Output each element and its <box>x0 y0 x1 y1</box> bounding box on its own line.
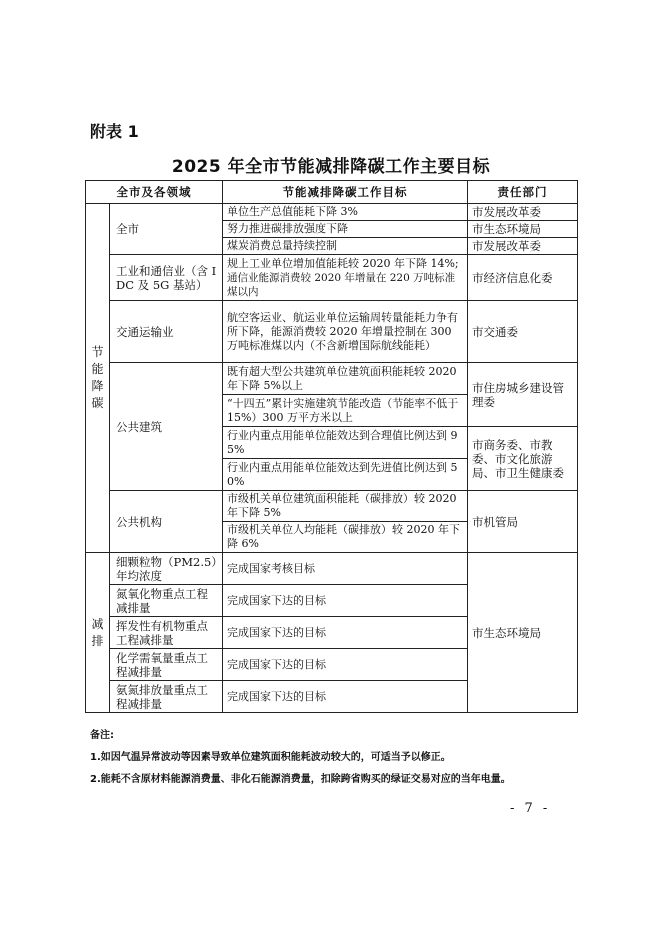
dept-cell: 市生态环境局 <box>468 221 578 238</box>
dept-cell: 市商务委、市教委、市文化旅游局、市卫生健康委 <box>468 427 578 491</box>
notes-section <box>90 725 580 791</box>
group-ammonia: 氨氮排放量重点工程减排量 <box>110 681 223 713</box>
target-cell: “十四五”累计实施建筑节能改造（节能率不低于 15%）300 万平方米以上 <box>223 395 468 427</box>
header-dept: 责任部门 <box>468 181 578 204</box>
table-row <box>86 363 578 395</box>
group-nox: 氮氧化物重点工程减排量 <box>110 585 223 617</box>
group-city: 全市 <box>110 204 223 255</box>
dept-cell: 市发展改革委 <box>468 238 578 255</box>
note-1: 1.如因气温异常波动等因素导致单位建筑面积能耗波动较大的，可适当予以修正。 <box>90 752 451 763</box>
target-cell: 完成国家下达的目标 <box>223 585 468 617</box>
dept-cell: 市发展改革委 <box>468 204 578 221</box>
dept-cell: 市机管局 <box>468 491 578 553</box>
target-cell: 完成国家下达的目标 <box>223 649 468 681</box>
table-row <box>86 255 578 301</box>
group-industry: 工业和通信业（含 IDC 及 5G 基站） <box>110 255 223 301</box>
header-target: 节能减排降碳工作目标 <box>223 181 468 204</box>
target-cell: 航空客运业、航运业单位运输周转量能耗力争有所下降，能源消费较 2020 年增量控制在 300 万吨标准煤以内（不含新增国际航线能耗） <box>223 301 468 363</box>
page-number: - 7 - <box>510 801 551 816</box>
category-energy: 节能降碳 <box>86 204 110 553</box>
targets-table <box>85 180 578 713</box>
group-cod: 化学需氧量重点工程减排量 <box>110 649 223 681</box>
dept-cell: 市经济信息化委 <box>468 255 578 301</box>
table-row <box>86 491 578 522</box>
group-pm25: 细颗粒物（PM2.5）年均浓度 <box>110 553 223 585</box>
target-cell: 完成国家考核目标 <box>223 553 468 585</box>
header-domain: 全市及各领域 <box>86 181 223 204</box>
notes-label: 备注: <box>90 730 114 741</box>
attachment-label: 附表 1 <box>90 122 139 141</box>
group-public-building: 公共建筑 <box>110 363 223 491</box>
target-cell <box>223 255 468 301</box>
note-2: 2.能耗不含原材料能源消费量、非化石能源消费量，扣除跨省购买的绿证交易对应的当年电量。 <box>90 774 511 785</box>
target-cell: 煤炭消费总量持续控制 <box>223 238 468 255</box>
target-cell: 既有超大型公共建筑单位建筑面积能耗较 2020 年下降 5%以上 <box>223 363 468 395</box>
table-header-row <box>86 181 578 204</box>
dept-cell: 市交通委 <box>468 301 578 363</box>
dept-cell: 市生态环境局 <box>468 553 578 713</box>
page-title: 2025 年全市节能减排降碳工作主要目标 <box>171 157 491 177</box>
target-cell: 单位生产总值能耗下降 3% <box>223 204 468 221</box>
table-row <box>86 553 578 585</box>
target-cell: 市级机关单位建筑面积能耗（碳排放）较 2020 年下降 5% <box>223 491 468 522</box>
category-emission: 减排 <box>86 553 110 713</box>
target-line: 规上工业单位增加值能耗较 2020 年下降 14%; <box>227 256 459 270</box>
target-cell: 完成国家下达的目标 <box>223 617 468 649</box>
group-voc: 挥发性有机物重点工程减排量 <box>110 617 223 649</box>
table-row <box>86 204 578 221</box>
group-public-institution: 公共机构 <box>110 491 223 553</box>
target-cell: 市级机关单位人均能耗（碳排放）较 2020 年下降 6% <box>223 522 468 553</box>
dept-cell: 市住房城乡建设管理委 <box>468 363 578 427</box>
group-transport: 交通运输业 <box>110 301 223 363</box>
target-cell: 行业内重点用能单位能效达到先进值比例达到 50% <box>223 459 468 491</box>
target-line: 通信业能源消费较 2020 年增量在 220 万吨标准煤以内 <box>227 271 456 298</box>
target-cell: 完成国家下达的目标 <box>223 681 468 713</box>
table-row <box>86 301 578 363</box>
target-cell: 努力推进碳排放强度下降 <box>223 221 468 238</box>
target-cell: 行业内重点用能单位能效达到合理值比例达到 95% <box>223 427 468 459</box>
